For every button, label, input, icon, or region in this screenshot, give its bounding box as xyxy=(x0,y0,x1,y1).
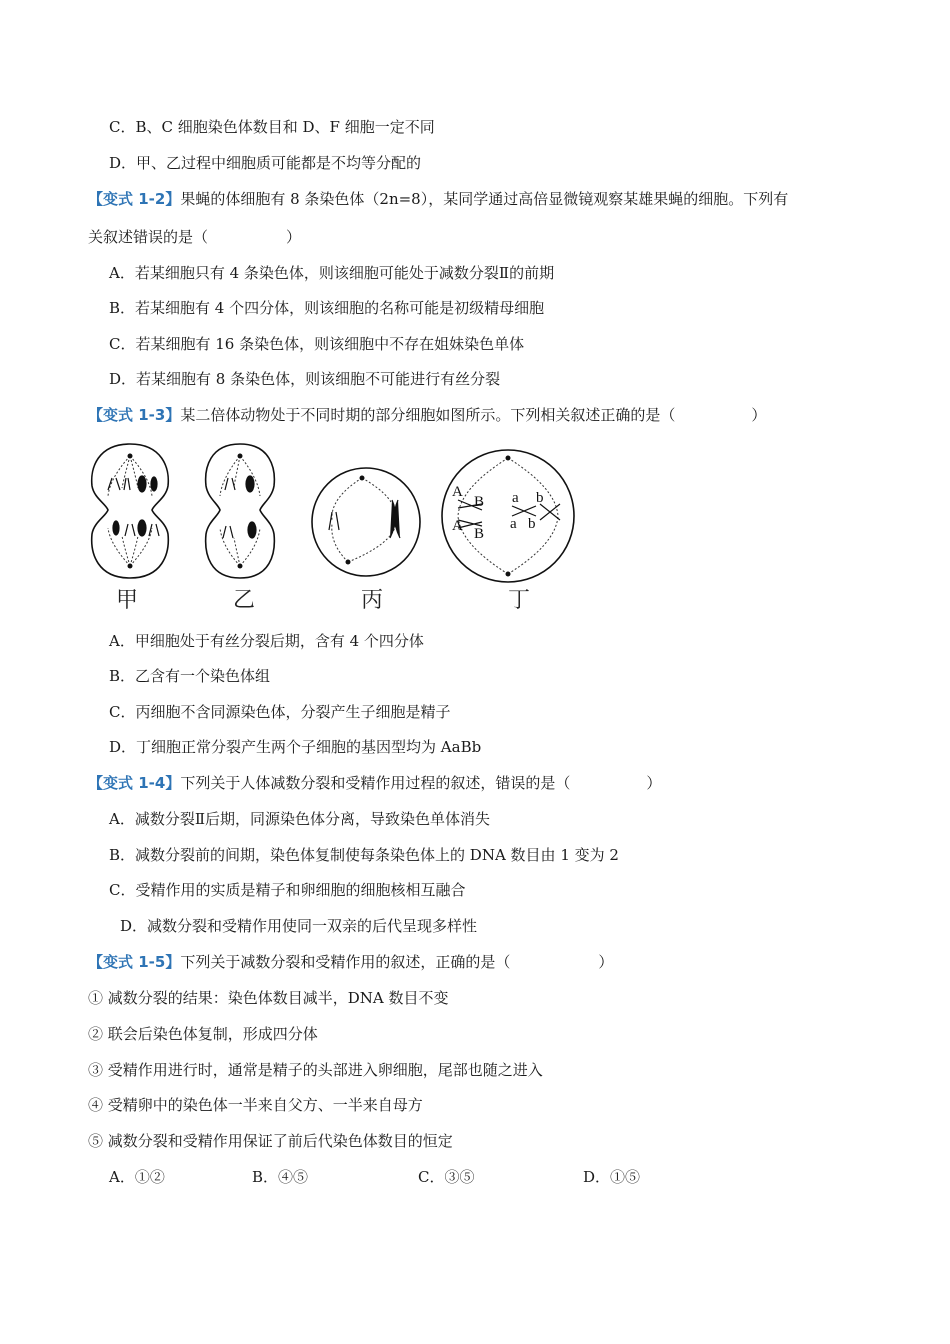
q15-stem: 下列关于减数分裂和受精作用的叙述，正确的是（ xyxy=(180,953,511,971)
q14-tag: 【变式 1-4】 xyxy=(88,774,181,792)
q15-statement-5: ⑤ 减数分裂和受精作用保证了前后代染色体数目的恒定 xyxy=(88,1132,453,1150)
gene-letter: B xyxy=(474,494,485,510)
q14-stem-line xyxy=(88,772,661,794)
q15-statement-3: ③ 受精作用进行时，通常是精子的头部进入卵细胞，尾部也随之进入 xyxy=(88,1061,543,1079)
q15-choice-a: A．①② xyxy=(109,1168,165,1186)
figure-label-yi: 乙 xyxy=(233,588,256,613)
q15-close: ） xyxy=(598,953,614,971)
q13-option-a: A．甲细胞处于有丝分裂后期，含有 4 个四分体 xyxy=(109,632,424,650)
gene-letter: b xyxy=(536,490,544,506)
cell-bing-chromosomes xyxy=(329,500,400,538)
q13-option-b: B．乙含有一个染色体组 xyxy=(109,667,271,685)
q14-stem: 下列关于人体减数分裂和受精作用过程的叙述，错误的是（ xyxy=(180,774,571,792)
figure-label-bing: 丙 xyxy=(361,588,384,613)
q15-choice-d: D．①⑤ xyxy=(583,1168,641,1186)
q14-option-b: B．减数分裂前的间期，染色体复制使每条染色体上的 DNA 数目由 1 变为 2 xyxy=(109,846,619,864)
q13-close: ） xyxy=(751,406,767,424)
q15-choice-b: B．④⑤ xyxy=(252,1168,309,1186)
prev-option-c: C．B、C 细胞染色体数目和 D、F 细胞一定不同 xyxy=(109,118,435,136)
gene-letter: B xyxy=(474,526,485,542)
cell-jia-chromosomes xyxy=(108,476,159,536)
q15-statement-1: ① 减数分裂的结果：染色体数目减半，DNA 数目不变 xyxy=(88,989,449,1007)
cell-division-figure xyxy=(80,438,600,588)
q12-stem-line2 xyxy=(88,226,301,248)
q12-close: ） xyxy=(286,228,302,246)
cell-yi-membrane xyxy=(206,444,275,578)
q14-option-a: A．减数分裂Ⅱ后期，同源染色体分离，导致染色单体消失 xyxy=(109,810,491,828)
figure-label-ding: 丁 xyxy=(508,588,531,613)
q15-choice-c: C．③⑤ xyxy=(418,1168,475,1186)
q13-stem: 某二倍体动物处于不同时期的部分细胞如图所示。下列相关叙述正确的是（ xyxy=(180,406,676,424)
q14-close: ） xyxy=(646,774,662,792)
q12-stem1: 果蝇的体细胞有 8 条染色体（2n=8），某同学通过高倍显微镜观察某雄果蝇的细胞。下列有 xyxy=(180,190,789,208)
q12-stem-line1 xyxy=(88,188,788,210)
q13-option-d: D．丁细胞正常分裂产生两个子细胞的基因型均为 AaBb xyxy=(109,738,482,756)
cell-yi-chromosomes xyxy=(223,476,256,538)
gene-letter: a xyxy=(510,516,517,532)
q15-statement-2: ② 联会后染色体复制，形成四分体 xyxy=(88,1025,318,1043)
prev-option-d: D．甲、乙过程中细胞质可能都是不均等分配的 xyxy=(109,154,422,172)
gene-letter: a xyxy=(512,490,519,506)
cell-bing-membrane xyxy=(312,468,420,576)
q15-statement-4: ④ 受精卵中的染色体一半来自父方、一半来自母方 xyxy=(88,1096,423,1114)
q12-option-d: D．若某细胞有 8 条染色体，则该细胞不可能进行有丝分裂 xyxy=(109,370,501,388)
q12-stem2: 关叙述错误的是（ xyxy=(88,228,209,246)
q15-tag: 【变式 1-5】 xyxy=(88,953,181,971)
gene-letter: b xyxy=(528,516,536,532)
q13-tag: 【变式 1-3】 xyxy=(88,406,181,424)
q12-option-c: C．若某细胞有 16 条染色体，则该细胞中不存在姐妹染色单体 xyxy=(109,335,525,353)
q12-option-b: B．若某细胞有 4 个四分体，则该细胞的名称可能是初级精母细胞 xyxy=(109,299,545,317)
q14-option-c: C．受精作用的实质是精子和卵细胞的细胞核相互融合 xyxy=(109,881,466,899)
figure-label-jia: 甲 xyxy=(116,588,139,613)
q13-stem-line xyxy=(88,404,766,426)
q13-option-c: C．丙细胞不含同源染色体，分裂产生子细胞是精子 xyxy=(109,703,451,721)
q15-stem-line xyxy=(88,951,613,973)
q12-tag: 【变式 1-2】 xyxy=(88,190,181,208)
q12-option-a: A．若某细胞只有 4 条染色体，则该细胞可能处于减数分裂Ⅱ的前期 xyxy=(109,264,555,282)
gene-letter: A xyxy=(452,518,463,534)
q14-option-d: D．减数分裂和受精作用使同一双亲的后代呈现多样性 xyxy=(120,917,478,935)
cell-jia-membrane xyxy=(92,444,169,578)
gene-letter: A xyxy=(452,484,463,500)
